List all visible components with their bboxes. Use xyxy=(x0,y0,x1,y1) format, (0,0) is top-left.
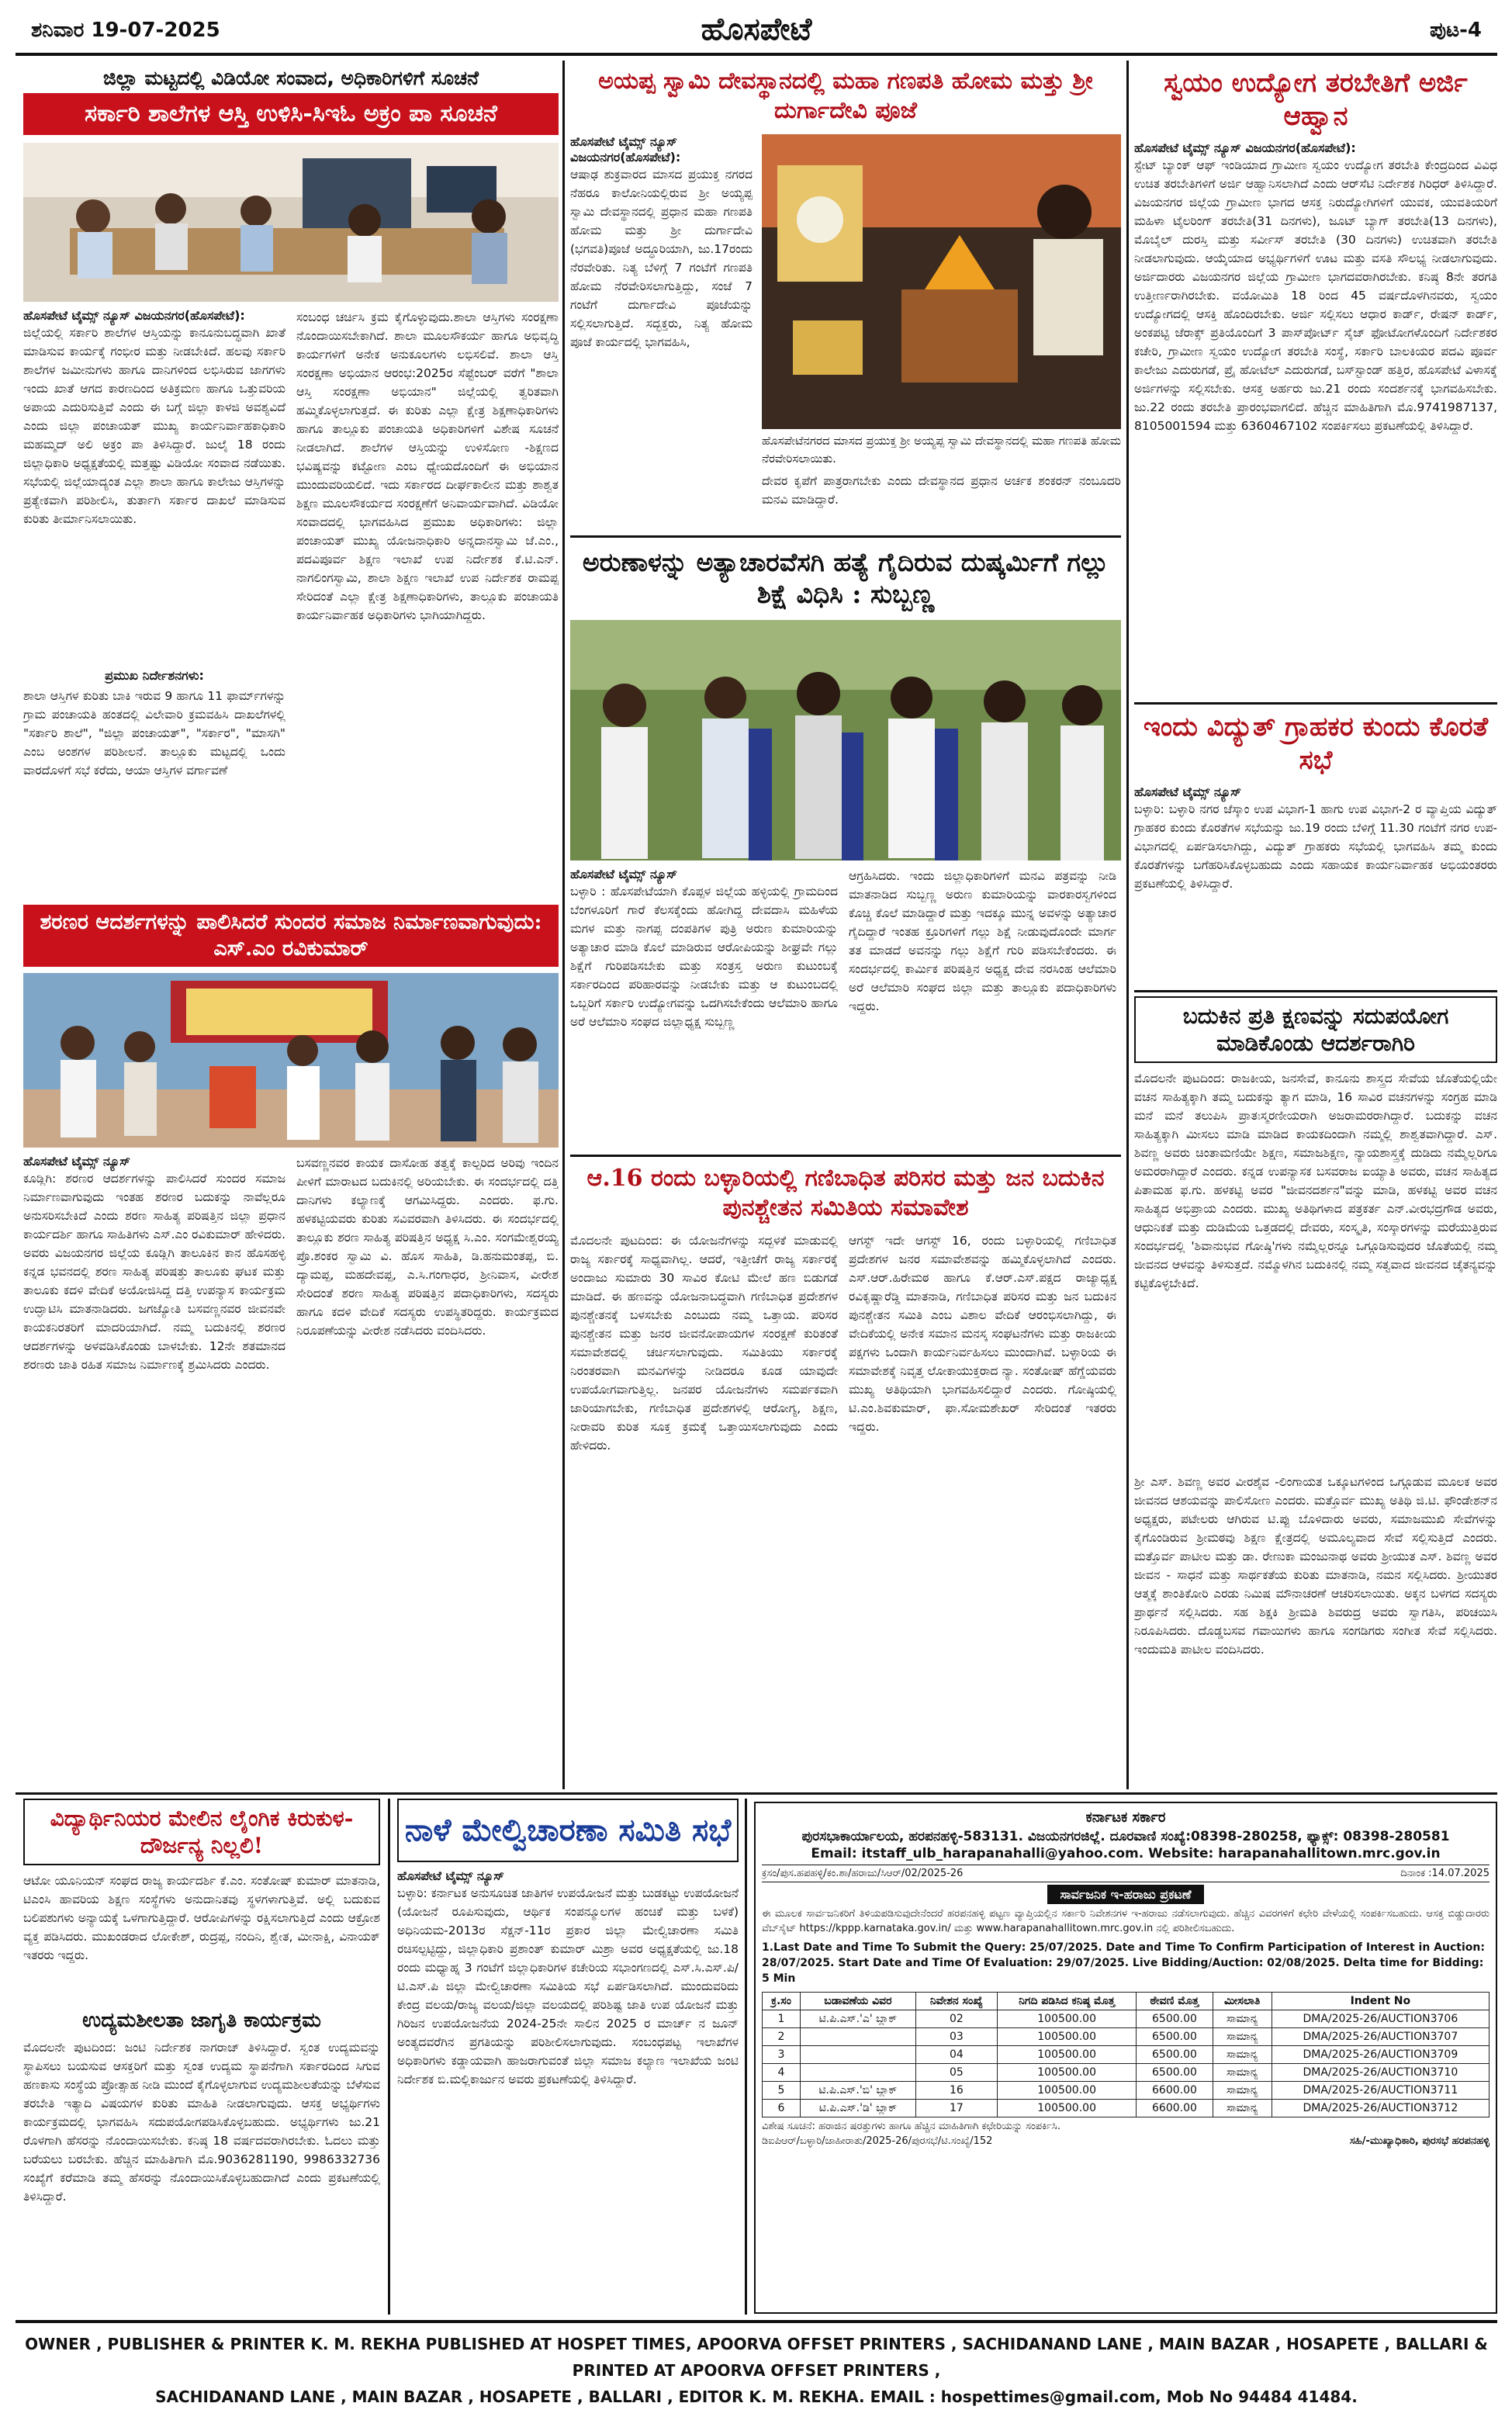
table-cell: 6600.00 xyxy=(1137,2099,1213,2117)
table-cell: DMA/2025-26/AUCTION3707 xyxy=(1272,2027,1489,2045)
article-electricity-meeting xyxy=(1134,708,1497,987)
table-row xyxy=(763,2099,1490,2117)
tender-note: ವಿಶೇಷ ಸೂಚನೆ: ಹರಾಜಿನ ಷರತ್ತುಗಳು ಹಾಗೂ ಹೆಚ್ಚಿನ ಮಾಹಿತಿಗಾಗಿ ಕಛೇರಿಯನ್ನು ಸಂಪರ್ಕಿಸಿ. xyxy=(762,2120,1060,2132)
article-body: ದೇವರ ಕೃಪೆಗೆ ಪಾತ್ರರಾಗಬೇಕು ಎಂದು ದೇವಸ್ಥಾನದ ಪ್ರಧಾನ ಅರ್ಚಕ ಶಂಕರನ್ ನಂಬೂದರಿ ಮನವಿ ಮಾಡಿದ್ದಾರೆ. xyxy=(762,473,1121,507)
article-monitoring-committee xyxy=(397,1799,739,2315)
article-headline: ಸ್ವಯಂ ಉದ್ಯೋಗ ತರಬೇತಿಗೆ ಅರ್ಜಿ ಆಹ್ವಾನ xyxy=(1164,68,1468,132)
table-cell: ಸಾಮಾನ್ಯ xyxy=(1213,2081,1272,2099)
temple-photo xyxy=(762,134,1121,429)
table-cell: DMA/2025-26/AUCTION3711 xyxy=(1272,2081,1489,2099)
table-cell: 03 xyxy=(915,2027,997,2045)
table-cell: ಟಿ.ಪಿ.ಎಸ್.'ಬಿ' ಬ್ಲಾಕ್ xyxy=(800,2081,915,2099)
table-cell: 100500.00 xyxy=(997,2027,1136,2045)
tender-email: Email: itstaff_ulb_harapanahalli@yahoo.com. Website: harapanahallitown.mrc.gov.in xyxy=(811,1846,1441,1861)
table-cell: 05 xyxy=(915,2063,997,2081)
imprint-line: SACHIDANAND LANE , MAIN BAZAR , HOSAPETE , BALLARI , EDITOR K. M. REKHA. EMAIL : hospettimes@gmail.com, Mob No 94484 41484. xyxy=(155,2387,1358,2406)
article-byline: ಹೊಸಪೇಟೆ ಟೈಮ್ಸ್ ನ್ಯೂಸ್ xyxy=(570,866,677,881)
table-cell xyxy=(800,2027,915,2045)
table-cell: 100500.00 xyxy=(997,2063,1136,2081)
photo-caption: ಹೊಸಪೇಟೆನಗರದ ಮಾಸದ ಪ್ರಯುಕ್ತ ಶ್ರೀ ಅಯ್ಯಪ್ಪ ಸ್ವಾಮಿ ದೇವಸ್ಥಾನದಲ್ಲಿ ಮಹಾ ಗಣಪತಿ ಹೋಮ ನೆರವೇರಿಸಲಾಯಿತು. xyxy=(762,434,1121,466)
tender-col-header: ಕ್ರ.ಸಂ xyxy=(763,1992,801,2010)
article-headline: ಅಯಪ್ಪ ಸ್ವಾಮಿ ದೇವಸ್ಥಾನದಲ್ಲಿ ಮಹಾ ಗಣಪತಿ ಹೋಮ ಮತ್ತು ಶ್ರೀ ದುರ್ಗಾದೇವಿ ಪೂಜೆ xyxy=(598,68,1093,124)
article-headline: ಬದುಕಿನ ಪ್ರತಿ ಕ್ಷಣವನ್ನು ಸದುಪಯೋಗ ಮಾಡಿಕೊಂಡು ಆದರ್ಶರಾಗಿರಿ xyxy=(1134,996,1497,1063)
article-headline: ಅರುಣಾಳನ್ನು ಅತ್ಯಾಚಾರವೆಸಗಿ ಹತ್ಯೆ ಗೈದಿರುವ ದುಷ್ಕರ್ಮಿಗೆ ಗಲ್ಲು ಶಿಕ್ಷೆ ವಿಧಿಸಿ : ಸುಬ್ಬಣ್ಣ xyxy=(582,547,1109,610)
article-headline: ನಾಳೆ ಮೇಲ್ವಿಚಾರಣಾ ಸಮಿತಿ ಸಭೆ xyxy=(397,1799,739,1862)
article-kicker: ಜಿಲ್ಲಾ ಮಟ್ಟದಲ್ಲಿ ವಿಡಿಯೋ ಸಂವಾದ, ಅಧಿಕಾರಿಗಳಿಗೆ ಸೂಚನೆ xyxy=(102,67,479,89)
table-cell: 6500.00 xyxy=(1137,2027,1213,2045)
event-photo xyxy=(23,973,559,1148)
tender-title: ಸಾರ್ವಜನಿಕ ಇ-ಹರಾಜು ಪ್ರಕಟಣೆ xyxy=(1047,1885,1203,1904)
table-cell: 16 xyxy=(915,2081,997,2099)
column-divider xyxy=(1126,61,1129,1789)
article-body: ಜಿಲ್ಲೆಯಲ್ಲಿ ಸರ್ಕಾರಿ ಶಾಲೆಗಳ ಆಸ್ತಿಯನ್ನು ಕಾನೂನುಬದ್ಧವಾಗಿ ಖಾತೆ ಮಾಡಿಸುವ ಕಾರ್ಯಕ್ಕೆ ಗಂಭೀರ ಮತ್ತು ನೀಡಬೇಕಿದೆ. ಹಲವು ಸರ್ಕಾರಿ ಶಾಲೆಗಳ ಜಮೀನುಗಳು ಹಾಗೂ ದಾನಿಗಳಿಂದ ಲಭಿಸಿರುವ ಜಾಗಗಳು ಇಂದು ಖಾತೆ ಆಗದ ಕಾರಣದಿಂದ ಅತಿಕ್ರಮಣ ಹಾಗೂ ಒತ್ತುವರಿಯ ಅಪಾಯ ಎದುರಿಸುತ್ತಿವೆ ಎಂದು ಈ ಬಗ್ಗೆ ಜಿಲ್ಲಾ ಕಾಳಜಿ ಅವಶ್ಯವಿದೆ ಎಂದು ಜಿಲ್ಲಾ ಪಂಚಾಯತ್ ಮುಖ್ಯ ಕಾರ್ಯನಿರ್ವಾಹಕಾಧಿಕಾರಿ ಮಹಮ್ಮದ್ ಅಲಿ ಅಕ್ರಂ ಪಾ ತಿಳಿಸಿದ್ದಾರೆ. ಜುಲೈ 18 ರಂದು ಜಿಲ್ಲಾಧಿಕಾರಿ ಅಧ್ಯಕ್ಷತೆಯಲ್ಲಿ ಮತ್ತಷ್ಟು ವಿಡಿಯೋ ಸಂವಾದ ನಡೆಯಿತು. ಸಭೆಯಲ್ಲಿ ಜಿಲ್ಲೆಯಾದ್ಯಂತ ಎಲ್ಲಾ ಶಾಲಾ ಹಾಗೂ ಕಾಲೇಜು ಆಸ್ತಿಗಳನ್ನು ಪ್ರತ್ಯೇಕವಾಗಿ ಪರಿಶೀಲಿಸಿ, ತುರ್ತಾಗಿ ಸರ್ಕಾರ ದಾಖಲೆ ಮಾಡಿಸುವ ಕುರಿತು ತೀರ್ಮಾನಿಸಲಾಯಿತು. xyxy=(23,325,285,526)
article-school-property xyxy=(23,64,559,900)
table-cell: 100500.00 xyxy=(997,2081,1136,2099)
table-cell: DMA/2025-26/AUCTION3712 xyxy=(1272,2099,1489,2117)
protest-photo xyxy=(570,620,1121,860)
masthead xyxy=(16,8,1497,56)
table-row xyxy=(763,2010,1490,2027)
article-subhead: ಉದ್ಯಮಶೀಲತಾ ಜಾಗೃತಿ ಕಾರ್ಯಕ್ರಮ xyxy=(82,2009,321,2032)
tender-table xyxy=(762,1992,1490,2117)
table-cell: 6600.00 xyxy=(1137,2081,1213,2099)
table-cell: 02 xyxy=(915,2010,997,2027)
table-cell: 4 xyxy=(763,2063,801,2081)
table-row xyxy=(763,2081,1490,2099)
article-body: ಆಗ್ರಹಿಸಿದರು. ಇಂದು ಜಿಲ್ಲಾಧಿಕಾರಿಗಳಿಗೆ ಮನವಿ ಪತ್ರವನ್ನು ನೀಡಿ ಮಾತನಾಡಿದ ಸುಬ್ಬಣ್ಣ ಅರುಣ ಕುಮಾರಿಯನ್ನು ವಾರಕಾರಸ್ವಗಳಿಂದ ಕೊಚ್ಚಿ ಕೊಲೆ ಮಾಡಿದ್ದಾರೆ ಮತ್ತು ಇದಕ್ಕೂ ಮುನ್ನ ಅವಳನ್ನು ಅತ್ಯಾಚಾರ ಗೈದಿದ್ದಾರೆ ಇಂತಹ ಕ್ರೂರಿಗಳಿಗೆ ಗಲ್ಲು ಶಿಕ್ಷೆ ನೀಡುವುದೊಂದೇ ಮಾರ್ಗ ತತ ಮಾಡದೆ ಅವನನ್ನು ಗಲ್ಲು ಶಿಕ್ಷೆಗೆ ಗುರಿ ಪಡಿಸಬೇಕೆಂದರು. ಈ ಸಂದರ್ಭದಲ್ಲಿ ಕಾರ್ಮಿಕ ಪರಿಷತ್ತಿನ ಅಧ್ಯಕ್ಷ ದೇವ ನರಸಿಂಹ ಆಲೆಮಾರಿ ಅರೆ ಆಲೆಮಾರಿ ಸಂಘದ ಜಿಲ್ಲಾ ಮತ್ತು ತಾಲ್ಲೂಕು ಪದಾಧಿಕಾರಿಗಳು ಇದ್ದರು. xyxy=(849,868,1116,1013)
table-cell: 100500.00 xyxy=(997,2099,1136,2117)
section-divider xyxy=(1134,702,1497,705)
column-divider xyxy=(388,1799,390,2315)
article-body: ಮೊದಲನೇ ಪುಟದಿಂದ: ರಾಜಕೀಯ, ಜನಸೇವೆ, ಕಾನೂನು ಶಾಸ್ತ್ರದ ಸೇವೆಯ ಜೊತೆಯಲ್ಲಿಯೇ ವಚನ ಸಾಹಿತ್ಯಕ್ಕಾಗಿ ತಮ್ಮ ಬದುಕನ್ನು ತ್ಯಾಗ ಮಾಡಿ, 16 ಸಾವಿರ ವಚನಗಳನ್ನು ಸಂಗ್ರಹ ಮಾಡಿ ಮನೆ ಮನೆ ತಲುಪಿಸಿ ಪ್ರಾತಃಸ್ಮರಣೀಯರಾಗಿ ಅಜರಾಮರರಾಗಿದ್ದಾರೆ. ಬದುಕನ್ನು ವಚನ ಸಾಹಿತ್ಯಕ್ಕಾಗಿ ಮೀಸಲು ಮಾಡಿ ಮಾಡಿದ ಕಾಯಕದಿಂದಾಗಿ ನಮ್ಮಲ್ಲಿ ಶಾಶ್ವತವಾಗಿದ್ದಾರೆ. ಎಸ್. ಶಿವಣ್ಣ ಅವರು ಚಿಂತಾಮಣಿಯೇ ಶಿಕ್ಷಣ, ಸಮಾಜಶಿಕ್ಷಣ, ನ್ಯಾಯಶಾಸ್ತ್ರಕ್ಕೆ ದುಡಿದು ನಮ್ಮೆಲ್ಲರಿಗೂ ಅಮರರಾಗಿದ್ದಾರೆ ಎಂದರು. ಕನ್ನಡ ಉಪನ್ಯಾಸಕ ಬಸವರಾಜ ಐಯ್ಯಾತಿ ಅವರು, ವಚನ ಸಾಹಿತ್ಯದ ಪಿತಾಮಹ ಫ.ಗು. ಹಳಕಟ್ಟಿ ಅವರ "ಜೀವನದರ್ಶನ"ವನ್ನು ಮಾಡಿ, ಹಳಕಟ್ಟಿ ಅವರ ವಚನ ಸಾಹಿತ್ಯದ ಅಭಿಪ್ರಾಯ ಎಂದರು. ಮುಖ್ಯ ಅತಿಥಿಗಳಾದ ಪತ್ರಕರ್ತ ಎನ್.ವೀರಭದ್ರಗೌಡ ಅವರು, ಆಧುನಿಕತೆ ಮತ್ತು ದುಡಿಮೆಯ ಒತ್ತಡದಲ್ಲಿ ದೇವರು, ಸಂಸ್ಕೃತಿ, ಸಂಸ್ಕಾರಗಳನ್ನು ಮರೆಯುತ್ತಿರುವ ಸಂದರ್ಭದಲ್ಲಿ 'ಶಿವಾನುಭವ ಗೋಷ್ಠಿ'ಗಳು ನಮ್ಮೆಲ್ಲರನ್ನೂ ಒಗ್ಗೂಡಿಸುವುದರ ಜೊತೆಯಲ್ಲಿ ನಮ್ಮ ಜೀವನದ ಆಳವನ್ನು ತಿಳಿಸುತ್ತದೆ. ನಮ್ಮೊಳಗಿನ ಬದುಕಿನಲ್ಲಿ ನಮ್ಮ ಸತ್ವವಾದ ಜೀವನದ ಚೈತನ್ಯವನ್ನು ಕಟ್ಟಿಕೊಳ್ಳಬೇಕಿದೆ. xyxy=(1134,1072,1497,1291)
article-body: ಆಟೋ ಯೂನಿಯನ್ ಸಂಘದ ರಾಜ್ಯ ಕಾರ್ಯದರ್ಶಿ ಕೆ.ಎಂ. ಸಂತೋಷ್ ಕುಮಾರ್ ಮಾತನಾಡಿ, ಟಿಎಂಸಿ ಹಾವರಿಯ ಶಿಕ್ಷಣ ಸಂಸ್ಥೆಗಳು ಅನುದಾನಿತವು ಸ್ಥಳಗಳಾಗುತ್ತಿವೆ. ಅಲ್ಲಿ ಬದುಕುವ ಬಲಿಪಶುಗಳು ಅನ್ಯಾಯಕ್ಕೆ ಒಳಗಾಗುತ್ತಿದ್ದಾರೆ. ಆರೋಪಿಗಳನ್ನು ರಕ್ಷಿಸಲಾಗುತ್ತಿದೆ ಎಂದು ಆಕ್ರೋಶ ವ್ಯಕ್ತ ಪಡಿಸಿದರು. ಮುಖಂಡರಾದ ಲೋಕೇಶ್, ರುದ್ರಪ್ಪ, ನಂದಿನಿ, ಶ್ವೇತ, ಮೀನಾಕ್ಷಿ, ವಿನಾಯಕ್ ಇತರರು ಇದ್ದರು. xyxy=(23,1874,380,1963)
table-cell: 04 xyxy=(915,2045,997,2063)
article-life-ideals xyxy=(1134,996,1497,1789)
section-divider xyxy=(16,1792,1497,1795)
article-headline: ಶರಣರ ಆದರ್ಶಗಳನ್ನು ಪಾಲಿಸಿದರೆ ಸುಂದರ ಸಮಾಜ ನಿರ್ಮಾಣವಾಗುವುದು: ಎಸ್.ಎಂ ರವಿಕುಮಾರ್ xyxy=(23,905,559,967)
table-cell: 6500.00 xyxy=(1137,2045,1213,2063)
table-row xyxy=(763,2027,1490,2045)
article-subhead: ಪ್ರಮುಖ ನಿರ್ದೇಶನಗಳು: xyxy=(105,667,204,683)
table-row xyxy=(763,2063,1490,2081)
tender-ref: ಕ್ರಸಂ/ಪುಸ.ಹಪಹಳ್ಳಿ/ಕಂ.ಶಾ/ಹರಾಜು/ಸಿಆರ್/02/2025-26 xyxy=(762,1868,964,1879)
tender-signature: ಸಹಿ/-ಮುಖ್ಯಾಧಿಕಾರಿ, ಪುರಸಭೆ ಹರಪನಹಳ್ಳಿ xyxy=(1349,2135,1490,2147)
table-cell: 1 xyxy=(763,2010,801,2027)
paper-name: ಹೊಸಪೇಟೆ xyxy=(701,11,812,47)
table-cell: ಸಾಮಾನ್ಯ xyxy=(1213,2045,1272,2063)
tender-col-header: Indent No xyxy=(1272,1992,1489,2010)
article-body: ಬಳ್ಳಾರಿ: ಕರ್ನಾಟಕ ಅನುಸೂಚಿತ ಜಾತಿಗಳ ಉಪಯೋಜನೆ ಮತ್ತು ಬುಡಕಟ್ಟು ಉಪಯೋಜನೆ (ಯೋಜನೆ ರೂಪಿಸುವುದು, ಆರ್ಥಿಕ ಸಂಪನ್ಮೂಲಗಳ ಹಂಚಿಕೆ ಮತ್ತು ಬಳಕೆ) ಅಧಿನಿಯಮ-2013ರ ಸೆಕ್ಷನ್-11ರ ಪ್ರಕಾರ ಜಿಲ್ಲಾ ಮೇಲ್ವಿಚಾರಣಾ ಸಮಿತಿ ರಚಿಸಲ್ಪಟ್ಟಿದ್ದು, ಜಿಲ್ಲಾಧಿಕಾರಿ ಪ್ರಶಾಂತ್ ಕುಮಾರ್ ಮಿಶ್ರಾ ಅವರ ಅಧ್ಯಕ್ಷತೆಯಲ್ಲಿ ಜು.18 ರಂದು ಮಧ್ಯಾಹ್ನ 3 ಗಂಟೆಗೆ ಜಿಲ್ಲಾಧಿಕಾರಿಗಳ ಕಚೇರಿಯ ಸಭಾಂಗಣದಲ್ಲಿ ಎಸ್.ಸಿ.ಎಸ್.ಪಿ/ಟಿ.ಎಸ್.ಪಿ ಜಿಲ್ಲಾ ಮೇಲ್ವಿಚಾರಣಾ ಸಮಿತಿಯ ಸಭೆ ಏರ್ಪಡಿಸಲಾಗಿದೆ. ಮುಂದುವರಿದು ಕೇಂದ್ರ ವಲಯ/ರಾಜ್ಯ ವಲಯ/ಜಿಲ್ಲಾ ವಲಯದಲ್ಲಿ ಪರಿಶಿಷ್ಟ ಜಾತಿ ಉಪ ಯೋಜನೆ ಮತ್ತು ಗಿರಿಜನ ಉಪಯೋಜನೆಯ 2024-25ನೇ ಸಾಲಿನ 2025 ರ ಮಾರ್ಚ್ ನ ಜೂನ್ ಅಂತ್ಯದವರೆಗಿನ ಪ್ರಗತಿಯನ್ನು ಪರಿಶೀಲಿಸಲಾಗುವುದು. ಸಂಬಂಧಪಟ್ಟ ಇಲಾಖೆಗಳ ಅಧಿಕಾರಿಗಳು ಕಡ್ಡಾಯವಾಗಿ ಹಾಜರಾಗುವಂತೆ ಜಿಲ್ಲಾ ಸಮಾಜ ಕಲ್ಯಾಣ ಇಲಾಖೆಯ ಜಂಟಿ ನಿರ್ದೇಶಕ ಬಿ.ಮಲ್ಲಿಕಾರ್ಜುನ ಅವರು ಪ್ರಕಟಣೆಯಲ್ಲಿ ತಿಳಿಸಿದ್ದಾರೆ. xyxy=(397,1886,739,2087)
table-row xyxy=(763,2045,1490,2063)
column-divider xyxy=(745,1799,747,2315)
article-body: ಬಳ್ಳಾರಿ : ಹೊಸಪೇಟೆಯಾಗಿ ಕೊಪ್ಪಳ ಜಿಲ್ಲೆಯ ಹಳ್ಳಿಯಲ್ಲಿ ಗ್ರಾಮದಿಂದ ಬೆಂಗಳೂರಿಗೆ ಗಾರೆ ಕೆಲಸಕ್ಕೆಂದು ಹೋಗಿದ್ದ ದೇವದಾಸಿ ಮಹಿಳೆಯ ಮಗಳ ಮತ್ತು ನಾಗಪ್ಪ ದಂಪತಿಗಳ ಪುತ್ರಿ ಅರುಣ ಕುಮಾರಿಯನ್ನು ಅತ್ಯಾಚಾರ ಮಾಡಿ ಕೊಲೆ ಮಾಡಿರುವ ಆರೋಪಿಯನ್ನು ಶೀಘ್ರವೇ ಗಲ್ಲು ಶಿಕ್ಷೆಗೆ ಗುರಿಪಡಿಸಬೇಕು ಮತ್ತು ಸಂತ್ರಸ್ತ ಅರುಣ ಕುಟುಂಬಕ್ಕೆ ಸರ್ಕಾರದಿಂದ ಪರಿಹಾರವನ್ನು ನೀಡಬೇಕು ಮತ್ತು ಆ ಕುಟುಂಬದಲ್ಲಿ ಒಬ್ಬರಿಗೆ ಸರ್ಕಾರಿ ಉದ್ಯೋಗವನ್ನು ಒದಗಿಸಬೇಕೆಂದು ಆಲೆಮಾರಿ ಹಾಗೂ ಅರೆ ಆಲೆಮಾರಿ ಸಂಘದ ಜಿಲ್ಲಾಧ್ಯಕ್ಷ ಸುಬ್ಬಣ್ಣ xyxy=(570,884,838,1029)
table-cell: ಸಾಮಾನ್ಯ xyxy=(1213,2099,1272,2117)
table-cell: 3 xyxy=(763,2045,801,2063)
table-cell: DMA/2025-26/AUCTION3706 xyxy=(1272,2010,1489,2027)
tender-advertisement xyxy=(754,1802,1497,2314)
section-divider xyxy=(570,1155,1121,1157)
masthead-date: ಶನಿವಾರ 19-07-2025 xyxy=(31,19,220,42)
table-cell: 100500.00 xyxy=(997,2045,1136,2063)
table-cell: ಸಾಮಾನ್ಯ xyxy=(1213,2063,1272,2081)
table-cell: 5 xyxy=(763,2081,801,2099)
article-byline: ಹೊಸಪೇಟೆ ಟೈಮ್ಸ್ ನ್ಯೂಸ್ ವಿಜಯನಗರ(ಹೊಸಪೇಟೆ): xyxy=(570,134,681,164)
tender-col-header: ನಿಗದಿ ಪಡಿಸಿದ ಕನಿಷ್ಠ ಮೊತ್ತ xyxy=(997,1992,1136,2010)
meeting-photo xyxy=(23,143,559,302)
table-cell: 100500.00 xyxy=(997,2010,1136,2027)
table-cell: 6500.00 xyxy=(1137,2063,1213,2081)
table-cell: ಟಿ.ಪಿ.ಎಸ್.'ಎ' ಬ್ಲಾಕ್ xyxy=(800,2010,915,2027)
tender-office: ಪುರಸಭಾಕಾರ್ಯಾಲಯ, ಹರಪನಹಳ್ಳಿ-583131. ವಿಜಯನಗರಜಿಲ್ಲೆ. ದೂರವಾಣಿ ಸಂಖ್ಯೆ:08398-280258, ಫ್ಯಾಕ್ಸ್: 08398-280581 xyxy=(801,1829,1450,1844)
article-body: ಮೊದಲನೇ ಪುಟದಿಂದ: ಈ ಯೋಜನೆಗಳನ್ನು ಸದ್ಬಳಕೆ ಮಾಡುವಲ್ಲಿ ರಾಜ್ಯ ಸರ್ಕಾರಕ್ಕೆ ಸಾಧ್ಯವಾಗಿಲ್ಲ. ಆದರೆ, ಇತ್ತೀಚೆಗೆ ರಾಜ್ಯ ಸರ್ಕಾರಕ್ಕೆ ಅಂದಾಜು ಸುಮಾರು 30 ಸಾವಿರ ಕೋಟಿ ಮೇಲೆ ಹಣ ಬಿಡುಗಡೆ ಮಾಡಿದೆ. ಈ ಹಣವನ್ನು ಯೋಜನಾಬದ್ಧವಾಗಿ ಗಣಿಬಾಧಿತ ಪ್ರದೇಶಗಳ ಪುನಶ್ಚೇತನಕ್ಕೆ ಬಳಸಬೇಕು ಎಂಬುದು ನಮ್ಮ ಒತ್ತಾಯ. ಪರಿಸರ ಪುನಶ್ಚೇತನ ಮತ್ತು ಜನರ ಜೀವನೋಪಾಯಗಳ ಸಂರಕ್ಷಣೆ ಕುರಿತಂತೆ ಸಮಾವೇಶದಲ್ಲಿ ಚರ್ಚಿಸಲಾಗುವುದು. ಸಮಿತಿಯು ಸರ್ಕಾರಕ್ಕೆ ನಿರಂತರವಾಗಿ ಮನವಿಗಳನ್ನು ನೀಡಿದರೂ ಕೂಡ ಯಾವುದೇ ಉಪಯೋಗವಾಗುತ್ತಿಲ್ಲ. ಜನಪರ ಯೋಜನೆಗಳು ಸಮರ್ಪಕವಾಗಿ ಜಾರಿಯಾಗಬೇಕು, ಗಣಿಬಾಧಿತ ಪ್ರದೇಶಗಳಲ್ಲಿ ಆರೋಗ್ಯ, ಶಿಕ್ಷಣ, ನೀರಾವರಿ ಕುರಿತ ಸೂಕ್ತ ಕ್ರಮಕ್ಕೆ ಒತ್ತಾಯಿಸಲಾಗುವುದು ಎಂದು ಹೇಳಿದರು. xyxy=(570,1234,838,1453)
article-ayyappa-temple xyxy=(570,64,1121,529)
column-divider xyxy=(562,61,565,1789)
tender-govt: ಕರ್ನಾಟಕ ಸರ್ಕಾರ xyxy=(1085,1809,1166,1826)
table-cell: ಸಾಮಾನ್ಯ xyxy=(1213,2027,1272,2045)
table-cell: 2 xyxy=(763,2027,801,2045)
article-self-employment xyxy=(1134,64,1497,700)
article-byline: ಹೊಸಪೇಟೆ ಟೈಮ್ಸ್ ನ್ಯೂಸ್ ವಿಜಯನಗರ(ಹೊಸಪೇಟೆ): xyxy=(23,307,245,323)
table-cell: 17 xyxy=(915,2099,997,2117)
article-body: ಬಳ್ಳಾರಿ: ಬಳ್ಳಾರಿ ನಗರ ಜೆಸ್ಕಾಂ ಉಪ ವಿಭಾಗ-1 ಹಾಗು ಉಪ ವಿಭಾಗ-2 ರ ವ್ಯಾಪ್ತಿಯ ವಿದ್ಯುತ್ ಗ್ರಾಹಕರ ಕುಂದು ಕೊರತೆಗಳ ಸಭೆಯನ್ನು ಜು.19 ರಂದು ಬೆಳಿಗ್ಗೆ 11.30 ಗಂಟೆಗೆ ನಗರ ಉಪ-ವಿಭಾಗದಲ್ಲಿ ಏರ್ಪಡಿಸಲಾಗಿದ್ದು, ವಿದ್ಯುತ್ ಗ್ರಾಹಕರು ಸಭೆಯಲ್ಲಿ ಭಾಗವಹಿಸಿ ತಮ್ಮ ಕುಂದು ಕೊರತೆಗಳನ್ನು ಬಗೆಹರಿಸಿಕೊಳ್ಳಬಹುದು ಎಂದು ಸಹಾಯಕ ಕಾರ್ಯನಿರ್ವಾಹಕ ಅಭಿಯಂತರರು ಪ್ರಕಟಣೆಯಲ್ಲಿ ತಿಳಿಸಿದ್ದಾರೆ. xyxy=(1134,802,1497,892)
article-headline: ಸರ್ಕಾರಿ ಶಾಲೆಗಳ ಆಸ್ತಿ ಉಳಿಸಿ-ಸಿಇಓ ಅಕ್ರಂ ಪಾ ಸೂಚನೆ xyxy=(23,93,559,135)
tender-ref2: ಡಿಐಪಿಆರ್/ಬಳ್ಳಾರಿ/ಜಾಹೀರಾತು/2025-26/ಪುರಸಭೆ/ಟಿ.ಸಂಖ್ಯೆ/152 xyxy=(762,2135,993,2147)
article-headline: ಆ.16 ರಂದು ಬಳ್ಳಾರಿಯಲ್ಲಿ ಗಣಿಬಾಧಿತ ಪರಿಸರ ಮತ್ತು ಜನ ಬದುಕಿನ ಪುನಶ್ಚೇತನ ಸಮಿತಿಯ ಸಮಾವೇಶ xyxy=(586,1165,1105,1221)
tender-col-header: ಠೇವಣಿ ಮೊತ್ತ xyxy=(1137,1992,1213,2010)
article-body: ಶ್ರೀ ಎಸ್. ಶಿವಣ್ಣ ಅವರ ವೀರಶೈವ -ಲಿಂಗಾಯತ ಒಕ್ಕೂಟಗಳಿಂದ ಒಗ್ಗೂಡುವ ಮೂಲಕ ಅವರ ಜೀವನದ ಆಶಯವನ್ನು ಪಾಲಿಸೋಣ ಎಂದರು. ಮತ್ತೊರ್ವ ಮುಖ್ಯ ಅತಿಥಿ ಜಿ.ಟಿ. ಫೌಂಡೇಶನ್‌ನ ಅಧ್ಯಕ್ಷರು, ಪಟೇಲರು ಆಗಿರುವ ಟಿ.ಪ್ಪು ಬೊಳಿದಾರು ಅವರು, ಸಮಾಜಮುಖಿ ಸೇವೆಗಳನ್ನು ಕೈಗೊಂಡಿರುವ ಶ್ರೀಮಠವು ಶಿಕ್ಷಣ ಕ್ಷೇತ್ರದಲ್ಲಿ ಅಮೂಲ್ಯವಾದ ಸೇವೆ ಸಲ್ಲಿಸುತ್ತಿದೆ ಎಂದರು. ಮತ್ತೊರ್ವ ಪಾಟೀಲ ಮತ್ತು ಡಾ. ರೇಣುಕಾ ಮಂಜುನಾಥ ಅವರು ಶ್ರೀಯುತ ಎಸ್. ಶಿವಣ್ಣ ಅವರ ಜೀವನ - ಸಾಧನೆ ಮತ್ತು ಸಾರ್ಥಕತೆಯ ಕುರಿತು ಮಾತನಾಡಿ, ನಮನ ಸಲ್ಲಿಸಿದರು. ಶ್ರೀಯುತರ ಆತ್ಮಕ್ಕೆ ಶಾಂತಿಕೋರಿ ಎರಡು ನಿಮಿಷ ಮೌನಾಚರಣೆ ಆಚರಿಸಲಾಯಿತು. ಅಕ್ಕನ ಬಳಗದ ಸದಸ್ಯರು ಪ್ರಾರ್ಥನೆ ಸಲ್ಲಿಸಿದರು. ಸಹ ಶಿಕ್ಷಕಿ ಶ್ರೀಮತಿ ಶಿವರುದ್ರ ಅವರು ಸ್ವಾಗತಿಸಿ, ಪರಿಚಯಿಸಿ ನಿರೂಪಿಸಿದರು. ದೊಡ್ಡಬಸವ ಗವಾಯಿಗಳು ಹಾಗೂ ಸಂಗಡಿಗರು ಸಂಗೀತ ಸೇವೆ ಸಲ್ಲಿಸಿದರು. ಇಂದುಮತಿ ಪಾಟೀಲ ವಂದಿಸಿದರು. xyxy=(1134,1475,1497,1657)
article-body: ಸ್ಟೇಟ್ ಬ್ಯಾಂಕ್ ಆಫ್ ಇಂಡಿಯಾದ ಗ್ರಾಮೀಣ ಸ್ವಯಂ ಉದ್ಯೋಗ ತರಬೇತಿ ಕೇಂದ್ರದಿಂದ ವಿವಿಧ ಉಚಿತ ತರಬೇತಿಗಳಿಗೆ ಅರ್ಜಿ ಆಹ್ವಾನಿಸಲಾಗಿದೆ ಎಂದು ಆರ್‌ಸೆಟಿ ನಿರ್ದೇಶಕ ಗಿರಿಧರ್ ತಿಳಿಸಿದ್ದಾರೆ. ವಿಜಯನಗರ ಜಿಲ್ಲೆಯ ಗ್ರಾಮೀಣ ಭಾಗದ ಆಸಕ್ತ ನಿರುದ್ಯೋಗಿಗಳಿಗೆ ಯುವಕ, ಯುವತಿಯರಿಗೆ ಮಹಿಳಾ ಟೈಲರಿಂಗ್ ತರಬೇತಿ(31 ದಿನಗಳು), ಜೂಟ್ ಬ್ಯಾಗ್ ತರಬೇತಿ(13 ದಿನಗಳು), ಮೊಬೈಲ್ ದುರಸ್ತಿ ಮತ್ತು ಸರ್ವೀಸ್ ತರಬೇತಿ (30 ದಿನಗಳು) ಉಚಿತವಾಗಿ ತರಬೇತಿ ನೀಡಲಾಗುವುದು. ಆಯ್ಕೆಯಾದ ಅಭ್ಯರ್ಥಿಗಳಿಗೆ ಊಟ ಮತ್ತು ವಸತಿ ಸೌಲಭ್ಯ ನೀಡಲಾಗುವುದು. ಅರ್ಜಿದಾರರು ವಿಜಯನಗರ ಜಿಲ್ಲೆಯ ಗ್ರಾಮೀಣ ಭಾಗದವರಾಗಿರಬೇಕು. ಕನಿಷ್ಠ 8ನೇ ತರಗತಿ ಉತ್ತೀರ್ಣರಾಗಿರಬೇಕು. ವಯೋಮಿತಿ 18 ರಿಂದ 45 ವರ್ಷದೊಳಗಿನವರು, ಸ್ವಯಂ ಉದ್ಯೋಗದಲ್ಲಿ ಆಸಕ್ತಿ ಹೊಂದಿರಬೇಕು. ಅರ್ಜಿ ಸಲ್ಲಿಸಲು ಆಧಾರ ಕಾರ್ಡ್, ರೇಷನ್ ಕಾರ್ಡ್, ಅಂಕಪಟ್ಟಿ ಜೆರಾಕ್ಸ್ ಪ್ರತಿಯೊಂದಿಗೆ 3 ಪಾಸ್‌ಪೋರ್ಟ್ ಸೈಜ್ ಫೋಟೋಗಳೊಂದಿಗೆ ನಿರ್ದೇಶಕರ ಕಚೇರಿ, ಗ್ರಾಮೀಣ ಸ್ವಯಂ ಉದ್ಯೋಗ ತರಬೇತಿ ಸಂಸ್ಥೆ, ಸರ್ಕಾರಿ ಬಾಲಕಿಯರ ಪದವಿ ಪೂರ್ವ ಕಾಲೇಜು ಎದುರುಗಡೆ, ಪ್ರೈ ಹೋಟೆಲ್ ಎದುರುಗಡೆ, ಬಸ್‌ಸ್ಟಾಂಡ್ ಹತ್ತಿರ, ಹೊಸಪೇಟೆ ವಿಳಾಸಕ್ಕೆ ಅರ್ಜಿಗಳನ್ನು ಸಲ್ಲಿಸಬೇಕು. ಆಸಕ್ತ ಅರ್ಹರು ಜು.21 ರಂದು ಸಂದರ್ಶನಕ್ಕೆ ಭಾಗವಹಿಸಬೇಕು. ಜು.22 ರಂದು ತರಬೇತಿ ಪ್ರಾರಂಭವಾಗಲಿದೆ. ಹೆಚ್ಚಿನ ಮಾಹಿತಿಗಾಗಿ ಮೊ.9741987137, 8105001594 ಮತ್ತು 6360467102 ಸಂಪರ್ಕಿಸಲು ಪ್ರಕಟಣೆಯಲ್ಲಿ ತಿಳಿಸಿದ್ದಾರೆ. xyxy=(1134,158,1497,434)
article-sharana-ideals xyxy=(23,905,559,1789)
imprint-footer xyxy=(16,2320,1497,2406)
imprint-line: OWNER , PUBLISHER & PRINTER K. M. REKHA PUBLISHED AT HOSPET TIMES, APOORVA OFFSET PRINTERS , SACHIDANAND LANE , MAIN BAZAR , HOSAPETE , BALLARI & PRINTED AT APOORVA OFFSET PRINTERS , xyxy=(25,2335,1488,2380)
table-cell xyxy=(800,2063,915,2081)
table-cell: DMA/2025-26/AUCTION3709 xyxy=(1272,2045,1489,2063)
article-headline: ಇಂದು ವಿದ್ಯುತ್ ಗ್ರಾಹಕರ ಕುಂದು ಕೊರತೆ ಸಭೆ xyxy=(1143,712,1489,776)
tender-body: ಈ ಮೂಲಕ ಸಾರ್ವಜನಿಕರಿಗೆ ತಿಳಿಯಪಡಿಸುವುದೇನೆಂದರೆ ಹರಪನಹಳ್ಳಿ ಪಟ್ಟಣ ವ್ಯಾಪ್ತಿಯಲ್ಲಿನ ಸರ್ಕಾರಿ ನಿವೇಶನಗಳ ಇ-ಹರಾಜು ನಡೆಸಲಾಗುವುದು. ಹೆಚ್ಚಿನ ವಿವರಗಳಿಗೆ ಕಛೇರಿ ವೇಳೆಯಲ್ಲಿ ಸಂಪರ್ಕಿಸಬಹುದು. ಆಸಕ್ತ ಬಿಡ್ಡುದಾರರು ವೆಬ್‌ಸೈಟ್ https://kppp.karnataka.gov.in/ ಮತ್ತು www.harapanahallitown.mrc.gov.in ನಲ್ಲಿ ಪರಿಶೀಲಿಸಬಹುದು. xyxy=(762,1908,1490,1934)
article-byline: ಹೊಸಪೇಟೆ ಟೈಮ್ಸ್ ನ್ಯೂಸ್ xyxy=(1134,784,1241,799)
section-divider xyxy=(1134,990,1497,992)
table-cell: 6 xyxy=(763,2099,801,2117)
tender-col-header: ಬಡಾವಣೆಯ ವಿವರ xyxy=(800,1992,915,2010)
tender-col-header: ನಿವೇಶನ ಸಂಖ್ಯೆ xyxy=(915,1992,997,2010)
article-byline: ಹೊಸಪೇಟೆ ಟೈಮ್ಸ್ ನ್ಯೂಸ್ xyxy=(23,1153,130,1169)
article-body: ಸಂಬಂಧ ಚರ್ಚಿಸಿ ಕ್ರಮ ಕೈಗೊಳ್ಳುವುದು.ಶಾಲಾ ಆಸ್ತಿಗಳು ಸಂರಕ್ಷಣಾ ನೊಂದಾಯಿಸಬೇಕಾಗಿದೆ. ಶಾಲಾ ಮೂಲಸೌಕರ್ಯ ಹಾಗೂ ಅಭಿವೃದ್ಧಿ ಕಾರ್ಯಗಳಿಗೆ ಅನೇಕ ಅನುಕೂಲಗಳು ಲಭಿಸಲಿವೆ. ಶಾಲಾ ಆಸ್ತಿ ಸಂರಕ್ಷಣಾ ಅಭಿಯಾನ ಆರಂಭ:2025ರ ಸೆಪ್ಟೆಂಬರ್ ವರೆಗೆ "ಶಾಲಾ ಆಸ್ತಿ ಸಂರಕ್ಷಣಾ ಅಭಿಯಾನ" ಜಿಲ್ಲೆಯಲ್ಲಿ ತ್ವರಿತವಾಗಿ ಹಮ್ಮಿಕೊಳ್ಳಲಾಗುತ್ತದೆ. ಈ ಕುರಿತು ಎಲ್ಲಾ ಕ್ಷೇತ್ರ ಶಿಕ್ಷಣಾಧಿಕಾರಿಗಳು ಹಾಗೂ ತಾಲ್ಲೂಕು ಪಂಚಾಯತಿ ಅಧಿಕಾರಿಗಳಿಗೆ ವಿಶೇಷ ಸೂಚನೆ ನೀಡಲಾಗಿದೆ. ಶಾಲೆಗಳ ಆಸ್ತಿಯನ್ನು ಉಳಿಸೋಣ -ಶಿಕ್ಷಣದ ಭವಿಷ್ಯವನ್ನು ಕಟ್ಟೋಣ ಎಂಬ ಧ್ಯೇಯದೊಂದಿಗೆ ಈ ಅಭಿಯಾನ ಮುಂದುವರಿಯಲಿದೆ. ಇದು ಸರ್ಕಾರದ ದೀರ್ಘಕಾಲೀನ ಮತ್ತು ಶಾಶ್ವತ ಶಿಕ್ಷಣ ಮೂಲಸೌಕರ್ಯದ ಸಂರಕ್ಷಣೆಗೆ ಅನಿವಾರ್ಯವಾಗಿದೆ. ವಿಡಿಯೋ ಸಂವಾದದಲ್ಲಿ ಭಾಗವಹಿಸಿದ ಪ್ರಮುಖ ಅಧಿಕಾರಿಗಳು: ಜಿಲ್ಲಾ ಪಂಚಾಯತ್ ಮುಖ್ಯ ಯೋಜನಾಧಿಕಾರಿ ಅನ್ನದಾನಸ್ವಾಮಿ ಜೆ.ಎಂ., ಪದವಿಪೂರ್ವ ಶಿಕ್ಷಣ ಇಲಾಖೆ ಉಪ ನಿರ್ದೇಶಕ ಕೆ.ಟಿ.ಎನ್. ನಾಗಲಿಂಗಸ್ವಾಮಿ, ಶಾಲಾ ಶಿಕ್ಷಣ ಇಲಾಖೆ ಉಪ ನಿರ್ದೇಶಕ ರಾಮಪ್ಪ ಸೇರಿದಂತೆ ಎಲ್ಲಾ ಕ್ಷೇತ್ರ ಶಿಕ್ಷಣಾಧಿಕಾರಿಗಳು, ತಾಲ್ಲೂಕು ಪಂಚಾಯತಿ ಕಾರ್ಯನಿರ್ವಾಹಕ ಅಧಿಕಾರಿಗಳು ಭಾಗಿಯಾಗಿದ್ದರು. xyxy=(296,310,559,622)
page-number: ಪುಟ-4 xyxy=(1429,19,1482,42)
section-divider xyxy=(570,535,1121,538)
table-cell: 6500.00 xyxy=(1137,2010,1213,2027)
article-body: ಮೊದಲನೇ ಪುಟದಿಂದ: ಜಂಟಿ ನಿರ್ದೇಶಕ ನಾಗರಾಜ್ ತಿಳಿಸಿದ್ದಾರೆ. ಸ್ವಂತ ಉದ್ಯಮವನ್ನು ಸ್ಥಾಪಿಸಲು ಬಯಸುವ ಆಸಕ್ತರಿಗೆ ಮತ್ತು ಸ್ವಂತ ಉದ್ಯಮ ಸ್ಥಾಪನೆಗಾಗಿ ಸರ್ಕಾರದಿಂದ ಸಿಗುವ ಹಣಕಾಸು ಸಂಸ್ಥೆಯ ಪ್ರೋತ್ಸಾಹ ನೀಡಿ ಮುಂದೆ ಕೈಗೊಳ್ಳಲಾಗುವ ಉದ್ಯಮಶೀಲತೆಯನ್ನು ಬೆಳೆಸುವ ತರಬೇತಿ ಇತ್ಯಾದಿ ವಿಷಯಗಳ ಕುರಿತು ಮಾಹಿತಿ ನೀಡಲಾಗುವುದು. ಆಸಕ್ತ ಅಭ್ಯರ್ಥಿಗಳು ಕಾರ್ಯಕ್ರಮದಲ್ಲಿ ಭಾಗವಹಿಸಿ ಸದುಪಯೋಗಪಡಿಸಿಕೊಳ್ಳಬಹುದು. ಅಭ್ಯರ್ಥಿಗಳು ಜು.21 ರೊಳಗಾಗಿ ಹೆಸರನ್ನು ನೊಂದಾಯಿಸಬೇಕು. ಕನಿಷ್ಠ 18 ವರ್ಷದವರಾಗಿರಬೇಕು. ಓದಲು ಮತ್ತು ಬರೆಯಲು ಬರಬೇಕು. ಹೆಚ್ಚಿನ ಮಾಹಿತಿಗಾಗಿ ಮೊ.9036281190, 9986332736 ಸಂಖ್ಯೆಗೆ ಕರೆಮಾಡಿ ತಮ್ಮ ಹೆಸರನ್ನು ನೊಂದಾಯಿಸಿಕೊಳ್ಳಬಹುದಾಗಿದೆ ಎಂದು ಪ್ರಕಟಣೆಯಲ್ಲಿ ತಿಳಿಸಿದ್ದಾರೆ. xyxy=(23,2040,380,2204)
tender-dates: 1.Last Date and Time To Submit the Query: 25/07/2025. Date and Time To Confirm Participation of Interest in Auction: 28/07/2025. Start Date and Time Of Evaluation: 29/07/2025. Live Bidding/Auction: 02/08/2025. Delta time for Bidding: 5 Min xyxy=(762,1941,1485,1986)
article-byline: ಹೊಸಪೇಟೆ ಟೈಮ್ಸ್ ನ್ಯೂಸ್ ವಿಜಯನಗರ(ಹೊಸಪೇಟೆ): xyxy=(1134,140,1356,155)
article-body: ಬಸವಣ್ಣನವರ ಕಾಯಕ ದಾಸೋಹ ತತ್ವಕ್ಕೆ ಕಾಲ್ಪರಿದ ಅರಿವು ಇಂದಿನ ಪೀಳಿಗೆ ಮಾರಾಟದ ಬದುಕಿನಲ್ಲಿ ಅರಿಯಬೇಕು. ಈ ಸಂದರ್ಭದಲ್ಲಿ ದತ್ತಿ ದಾನಿಗಳು ಕಲ್ಯಾಣಕ್ಕೆ ಆಗಮಿಸಿದ್ದರು. ಎಂದರು. ಫ.ಗು. ಹಳಕಟ್ಟಿಯವರು ಕುರಿತು ಸವಿವರವಾಗಿ ತಿಳಿಸಿದರು. ಈ ಸಂದರ್ಭದಲ್ಲಿ ತಾಲ್ಲೂಕು ಶರಣ ಸಾಹಿತ್ಯ ಪರಿಷತ್ತಿನ ಅಧ್ಯಕ್ಷ ಸಿ.ಎಂ. ಸಂಗಮೇಶ್ವರಯ್ಯ ಪ್ರೊ.ಶಂಕರ ಸ್ವಾಮಿ ವಿ. ಹೊಸ ಸಾಹಿತಿ, ಡಿ.ಹನುಮಂತಪ್ಪ, ಬಿ. ದ್ಯಾಮಪ್ಪ, ಮಹದೇವಪ್ಪ, ಎ.ಸಿ.ಗಂಗಾಧರ, ಶ್ರೀನಿವಾಸ, ವೀರೇಶ ಸೇರಿದಂತೆ ಶರಣ ಸಾಹಿತ್ಯ ಪರಿಷತ್ತಿನ ಪದಾಧಿಕಾರಿಗಳು, ಸದಸ್ಯರು ಹಾಗೂ ಕದಳಿ ವೇದಿಕೆ ಸದಸ್ಯರು ಉಪಸ್ಥಿತರಿದ್ದರು. ಕಾರ್ಯಕ್ರಮದ ನಿರೂಪಣೆಯನ್ನು ವೀರೇಶ ನಡೆಸಿದರು ವಂದಿಸಿದರು. xyxy=(296,1155,559,1338)
table-cell xyxy=(800,2045,915,2063)
table-cell: DMA/2025-26/AUCTION3710 xyxy=(1272,2063,1489,2081)
article-headline: ವಿದ್ಯಾರ್ಥಿನಿಯರ ಮೇಲಿನ ಲೈಂಗಿಕ ಕಿರುಕುಳ-ದೌರ್ಜನ್ಯ ನಿಲ್ಲಲಿ! xyxy=(23,1799,380,1865)
tender-col-header: ಮೀಸಲಾತಿ xyxy=(1213,1992,1272,2010)
article-body: ಶಾಲಾ ಆಸ್ತಿಗಳ ಕುರಿತು ಬಾಕಿ ಇರುವ 9 ಹಾಗೂ 11 ಫಾರ್ಮ್‌ಗಳನ್ನು ಗ್ರಾಮ ಪಂಚಾಯತಿ ಹಂತದಲ್ಲಿ ವಿಲೇವಾರಿ ಕ್ರಮವಹಿಸಿ ದಾಖಲೆಗಳಲ್ಲಿ "ಸರ್ಕಾರಿ ಶಾಲೆ", "ಜಿಲ್ಲಾ ಪಂಚಾಯತ್", "ಸರ್ಕಾರ", "ಮಾಸಗಿ" ಎಂಬ ಅಂಶಗಳ ಪರಿಶೀಲನೆ. ತಾಲ್ಲೂಕು ಮಟ್ಟದಲ್ಲಿ ಒಂದು ವಾರದೊಳಗೆ ಸಭೆ ಕರೆದು, ಆಯಾ ಆಸ್ತಿಗಳ ವರ್ಗಾವಣೆ xyxy=(23,688,285,777)
article-student-harassment xyxy=(23,1799,380,2315)
article-byline: ಹೊಸಪೇಟೆ ಟೈಮ್ಸ್ ನ್ಯೂಸ್ xyxy=(397,1868,504,1883)
table-cell: ಟಿ.ಪಿ.ಎಸ್.'ಡಿ' ಬ್ಲಾಕ್ xyxy=(800,2099,915,2117)
article-body: ಆಷಾಢ ಶುಕ್ರವಾರದ ಮಾಸದ ಪ್ರಯುಕ್ತ ನಗರದ ನೆಹರೂ ಕಾಲೋನಿಯಲ್ಲಿರುವ ಶ್ರೀ ಅಯ್ಯಪ್ಪ ಸ್ವಾಮಿ ದೇವಸ್ಥಾನದಲ್ಲಿ ಪ್ರಧಾನ ಮಹಾ ಗಣಪತಿ ಹೋಮ ಮತ್ತು ಶ್ರೀ ದುರ್ಗಾದೇವಿ (ಭಗವತಿ)ಪೂಜೆ ಅದ್ಧೂರಿಯಾಗಿ, ಜು.17ರಂದು ನೆರವೇರಿತು. ನಿತ್ಯ ಬೆಳಿಗ್ಗೆ 7 ಗಂಟೆಗೆ ಗಣಪತಿ ಹೋಮ ನೆರವೇರಿಸಲಾಗುತ್ತಿದ್ದು, ಸಂಜೆ 7 ಗಂಟೆಗೆ ದುರ್ಗಾದೇವಿ ಪೂಜೆಯನ್ನು ಸಲ್ಲಿಸಲಾಗುತ್ತಿದೆ. ಸದ್ಭಕ್ತರು, ನಿತ್ಯ ಹೋಮ ಪೂಜೆ ಕಾರ್ಯದಲ್ಲಿ ಭಾಗವಹಿಸಿ, xyxy=(570,168,753,350)
tender-ref-date: ದಿನಾಂಕ :14.07.2025 xyxy=(1400,1868,1490,1879)
article-body: ಆಗಸ್ಟ್ ಇದೇ ಆಗಸ್ಟ್ 16, ರಂದು ಬಳ್ಳಾರಿಯಲ್ಲಿ ಗಣಿಬಾಧಿತ ಪ್ರದೇಶಗಳ ಜನರ ಸಮಾವೇಶವನ್ನು ಹಮ್ಮಿಕೊಳ್ಳಲಾಗಿದೆ ಎಂದರು. ಎಸ್.ಆರ್.ಹಿರೇಮಠ ಹಾಗೂ ಕೆ.ಆರ್.ಎಸ್.ಪಕ್ಷದ ರಾಜ್ಯಾಧ್ಯಕ್ಷ ರವಿಕೃಷ್ಣಾರೆಡ್ಡಿ ಮಾತನಾಡಿ, ಗಣಿಬಾಧಿತ ಪರಿಸರ ಮತ್ತು ಜನ ಬದುಕಿನ ಪುನಶ್ಚೇತನ ಸಮಿತಿ ಎಂಬ ವಿಶಾಲ ವೇದಿಕೆ ಆರಂಭಿಸಲಾಗಿದ್ದು, ಈ ವೇದಿಕೆಯಲ್ಲಿ ಅನೇಕ ಸಮಾನ ಮನಸ್ಕ ಸಂಘಟನೆಗಳು ಮತ್ತು ರಾಜಕೀಯ ಪಕ್ಷಗಳು ಒಂದಾಗಿ ಕಾರ್ಯನಿರ್ವಹಿಸಲು ಮುಂದಾಗಿವೆ. ಬಳ್ಳಾರಿಯ ಈ ಸಮಾವೇಶಕ್ಕೆ ನಿವೃತ್ತ ಲೋಕಾಯುಕ್ತರಾದ ನ್ಯಾ. ಸಂತೋಷ್ ಹೆಗ್ಡೆಯವರು ಮುಖ್ಯ ಅತಿಥಿಯಾಗಿ ಭಾಗವಹಿಸಲಿದ್ದಾರೆ ಎಂದರು. ಗೋಷ್ಠಿಯಲ್ಲಿ ಟಿ.ಎಂ.ಶಿವಕುಮಾರ್, ಫಾ.ಸೋಮಶೇಖರ್ ಸೇರಿದಂತೆ ಇತರರು ಇದ್ದರು. xyxy=(849,1234,1116,1435)
article-body: ಕೂಡ್ಲಿಗಿ: ಶರಣರ ಆದರ್ಶಗಳನ್ನು ಪಾಲಿಸಿದರೆ ಸುಂದರ ಸಮಾಜ ನಿರ್ಮಾಣವಾಗುವುದು ಇಂತಹ ಶರಣರ ಬದುಕನ್ನು ನಾವೆಲ್ಲರೂ ಅನುಸರಿಸಬೇಕಿದೆ ಎಂದು ಶರಣ ಸಾಹಿತ್ಯ ಪರಿಷತ್ತಿನ ಜಿಲ್ಲಾ ಪ್ರಧಾನ ಕಾರ್ಯದರ್ಶಿ ಹಾಗೂ ಸಾಹಿತಿಗಳು ಎಸ್.ಎಂ ರವಿಕುಮಾರ್ ಹೇಳಿದರು. ಅವರು ವಿಜಯನಗರ ಜಿಲ್ಲೆಯ ಕೂಡ್ಲಿಗಿ ತಾಲೂಕಿನ ಕಾನ ಹೊಸಹಳ್ಳಿ ಕನ್ನಡ ಭವನದಲ್ಲಿ ಶರಣ ಸಾಹಿತ್ಯ ಪರಿಷತ್ತು ತಾಲೂಕು ಘಟಕ ಮತ್ತು ತಾಲೂಕು ಕದಳಿ ವೇದಿಕೆ ಅಯೋಜಿಸಿದ್ದ ದತ್ತಿ ಉಪನ್ಯಾಸ ಕಾರ್ಯಕ್ರಮ ಉದ್ಘಾಟಿಸಿ ಮಾತನಾಡಿದರು. ಜಗಜ್ಯೋತಿ ಬಸವಣ್ಣನವರ ಜೀವನವೇ ಕಾಯಕನಿರತರಿಗೆ ಮಾದರಿಯಾಗಿದೆ. ನಮ್ಮ ಬದುಕಿನಲ್ಲಿ ಶರಣರ ಆದರ್ಶಗಳನ್ನು ಅಳವಡಿಸಿಕೊಂಡು ಬಾಳಬೇಕು. 12ನೇ ಶತಮಾನದ ಶರಣರು ಜಾತಿ ರಹಿತ ಸಮಾಜ ನಿರ್ಮಾಣಕ್ಕೆ ಶ್ರಮಿಸಿದರು ಎಂದರು. xyxy=(23,1171,285,1372)
article-aruna-justice xyxy=(570,543,1121,1148)
article-mining-convention xyxy=(570,1161,1121,1789)
table-cell: ಸಾಮಾನ್ಯ xyxy=(1213,2010,1272,2027)
